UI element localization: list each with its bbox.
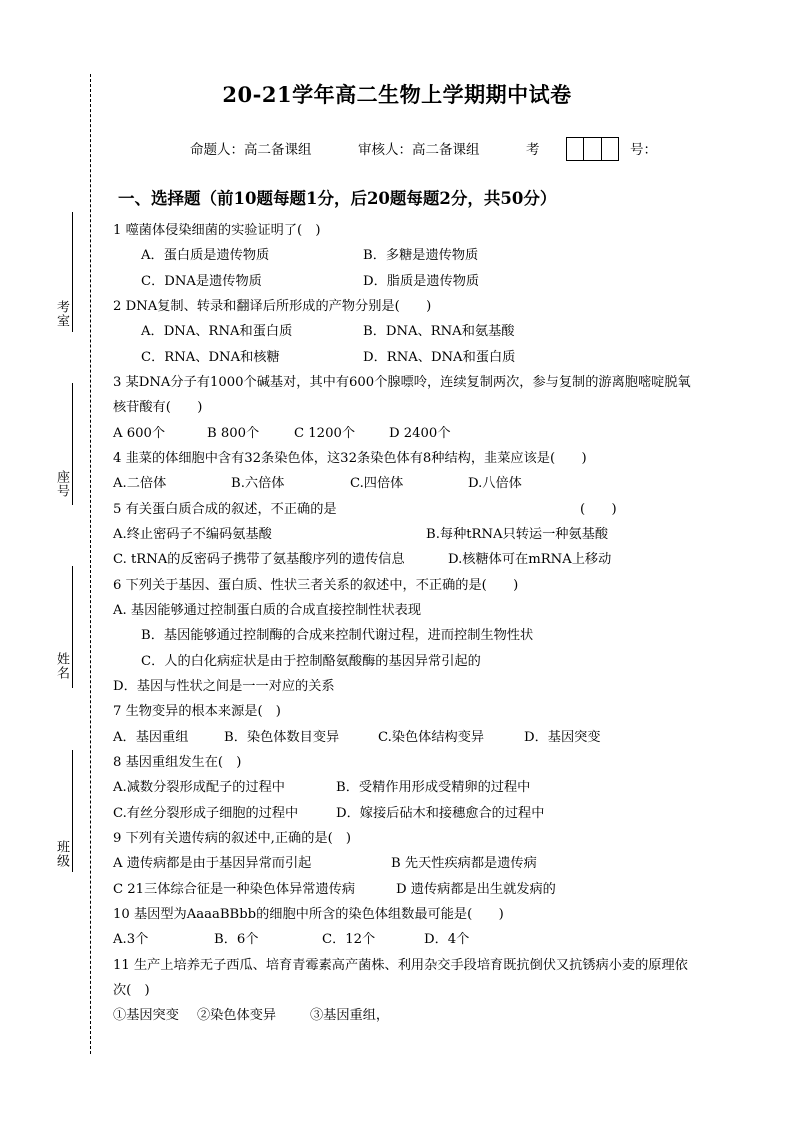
option[interactable]: D．嫁接后砧木和接穗愈合的过程中 <box>336 806 545 821</box>
option[interactable]: B．染色体数目变异 <box>224 730 340 745</box>
option[interactable]: B 先天性疾病都是遗传病 <box>391 856 537 871</box>
exam-no-label-right: 号： <box>630 142 657 158</box>
option[interactable]: D．基因突变 <box>524 730 601 745</box>
option[interactable]: C．DNA是遗传物质 <box>141 274 262 289</box>
option[interactable]: B．6个 <box>214 932 259 947</box>
option[interactable]: A. 基因能够通过控制蛋白质的合成直接控制性状表现 <box>113 603 422 618</box>
margin-label: 考室 <box>54 300 69 328</box>
option[interactable]: C.四倍体 <box>350 476 404 491</box>
option[interactable]: A 600个 <box>113 426 166 441</box>
question-stem: 10 基因型为AaaaBBbb的细胞中所含的染色体组数最可能是( ) <box>113 907 504 922</box>
option[interactable]: D．4个 <box>424 932 470 947</box>
answer-paren: ( ) <box>580 502 617 517</box>
option[interactable]: C 21三体综合征是一种染色体异常遗传病 <box>113 882 356 897</box>
margin-underline <box>72 566 73 688</box>
author-label: 命题人：高二备课组 <box>190 142 312 158</box>
margin-underline <box>72 383 73 505</box>
option[interactable]: D．脂质是遗传物质 <box>363 274 480 289</box>
option[interactable]: A.减数分裂形成配子的过程中 <box>113 780 285 795</box>
margin-label: 班级 <box>54 840 69 868</box>
question-stem: 6 下列关于基因、蛋白质、性状三者关系的叙述中，不正确的是( ) <box>113 578 519 593</box>
question-stem-cont: 次( ) <box>113 983 150 998</box>
option[interactable]: A.3个 <box>113 932 149 947</box>
question-stem: 7 生物变异的根本来源是( ) <box>113 704 281 719</box>
option[interactable]: ②染色体变异 <box>197 1008 277 1023</box>
option[interactable]: C.有丝分裂形成子细胞的过程中 <box>113 806 299 821</box>
option[interactable]: ①基因突变 <box>113 1008 179 1023</box>
option[interactable]: C．人的白化病症状是由于控制酪氨酸酶的基因异常引起的 <box>141 654 481 669</box>
option[interactable]: C 1200个 <box>294 426 356 441</box>
option[interactable]: D．基因与性状之间是一一对应的关系 <box>113 679 335 694</box>
exam-number-boxes[interactable] <box>566 137 619 161</box>
margin-underline <box>72 212 73 332</box>
option[interactable]: B．DNA、RNA和氨基酸 <box>363 324 515 339</box>
question-stem: 4 韭菜的体细胞中含有32条染色体，这32条染色体有8种结构，韭菜应该是( ) <box>113 451 587 466</box>
option[interactable]: ③基因重组， <box>310 1008 390 1023</box>
question-stem: 8 基因重组发生在( ) <box>113 755 242 770</box>
margin-underline <box>72 750 73 872</box>
question-stem: 5 有关蛋白质合成的叙述，不正确的是 <box>113 502 337 517</box>
binding-line <box>90 74 91 1054</box>
margin-label: 姓名 <box>54 652 69 680</box>
reviewer-label: 审核人：高二备课组 <box>358 142 480 158</box>
option[interactable]: D.八倍体 <box>468 476 522 491</box>
option[interactable]: A．蛋白质是遗传物质 <box>141 248 270 263</box>
option[interactable]: A.二倍体 <box>113 476 167 491</box>
section-title: 一、选择题（前10题每题1分，后20题每题2分，共50分） <box>118 189 557 208</box>
question-stem: 2 DNA复制、转录和翻译后所形成的产物分别是( ) <box>113 299 432 314</box>
option[interactable]: B.每种tRNA只转运一种氨基酸 <box>426 527 609 542</box>
option[interactable]: D．RNA、DNA和蛋白质 <box>363 350 516 365</box>
option[interactable]: C．12个 <box>322 932 376 947</box>
option[interactable]: A．基因重组 <box>113 730 189 745</box>
question-stem: 1 噬菌体侵染细菌的实验证明了( ) <box>113 223 321 238</box>
option[interactable]: D 遗传病都是出生就发病的 <box>396 882 556 897</box>
option[interactable]: B 800个 <box>207 426 260 441</box>
option[interactable]: B.六倍体 <box>231 476 285 491</box>
margin-label: 座号 <box>54 470 69 498</box>
option[interactable]: A 遗传病都是由于基因异常而引起 <box>113 856 312 871</box>
option[interactable]: B．基因能够通过控制酶的合成来控制代谢过程，进而控制生物性状 <box>141 628 534 643</box>
option[interactable]: B．受精作用形成受精卵的过程中 <box>336 780 531 795</box>
question-stem: 3 某DNA分子有1000个碱基对，其中有600个腺嘌呤，连续复制两次，参与复制的游离胞嘧啶脱氧 <box>113 375 691 390</box>
option[interactable]: B．多糖是遗传物质 <box>363 248 479 263</box>
option[interactable]: D.核糖体可在mRNA上移动 <box>448 552 612 567</box>
option[interactable]: A.终止密码子不编码氨基酸 <box>113 527 272 542</box>
question-stem: 9 下列有关遗传病的叙述中,正确的是( ) <box>113 831 352 846</box>
option[interactable]: C.染色体结构变异 <box>378 730 485 745</box>
option[interactable]: A．DNA、RNA和蛋白质 <box>141 324 293 339</box>
question-stem: 11 生产上培养无子西瓜、培育青霉素高产菌株、利用杂交手段培育既抗倒伏又抗锈病小麦的原理依 <box>113 958 688 973</box>
exam-no-label-left: 考 <box>526 142 540 158</box>
option[interactable]: C. tRNA的反密码子携带了氨基酸序列的遗传信息 <box>113 552 405 567</box>
option[interactable]: C．RNA、DNA和核糖 <box>141 350 280 365</box>
question-stem-cont: 核苷酸有( ) <box>113 400 203 415</box>
page-title: 20-21学年高二生物上学期期中试卷 <box>222 82 572 107</box>
option[interactable]: D 2400个 <box>389 426 451 441</box>
